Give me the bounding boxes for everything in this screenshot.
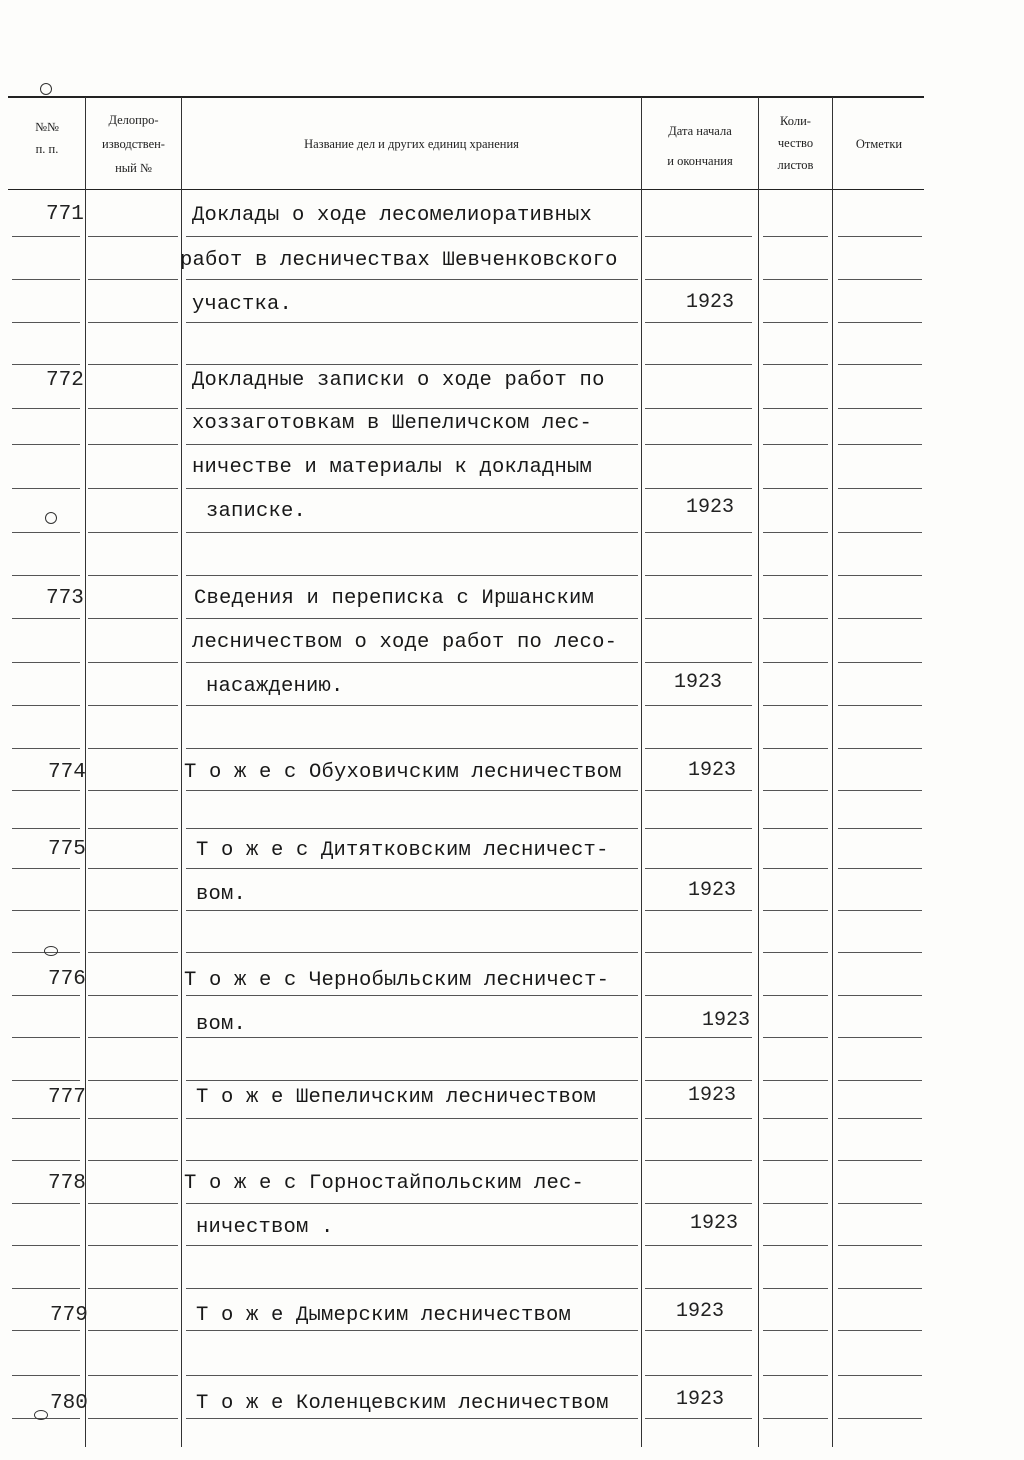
ruled-line: [186, 868, 638, 869]
header-text: Делопро-: [108, 113, 159, 127]
ruled-line: [645, 444, 752, 445]
ruled-line: [12, 1330, 80, 1331]
ruled-line: [763, 1375, 828, 1376]
header-text: изводствен-: [102, 137, 165, 151]
ruled-line: [838, 575, 922, 576]
header-text: и окончания: [667, 154, 733, 168]
ruled-line: [838, 1080, 922, 1081]
ruled-line: [838, 868, 922, 869]
ruled-line: [88, 910, 178, 911]
ruled-line: [186, 618, 638, 619]
ruled-line: [763, 322, 828, 323]
header-text: п. п.: [35, 142, 59, 156]
ruled-line: [186, 1375, 638, 1376]
ruled-line: [12, 1080, 80, 1081]
header-text: Дата начала: [668, 124, 732, 138]
ruled-line: [88, 705, 178, 706]
ruled-line: [88, 364, 178, 365]
binder-hole-icon: [44, 946, 58, 956]
ruled-line: [186, 444, 638, 445]
ruled-line: [838, 662, 922, 663]
ruled-line: [186, 662, 638, 663]
ruled-line: [645, 1080, 752, 1081]
ruled-line: [763, 868, 828, 869]
entry-date: 1923: [674, 671, 723, 694]
ruled-line: [88, 488, 178, 489]
entry-title-line: ничестве и материалы к докладным: [192, 456, 593, 479]
ruled-line: [763, 910, 828, 911]
column-divider: [758, 97, 759, 1447]
ruled-line: [838, 1118, 922, 1119]
ruled-line: [763, 1203, 828, 1204]
ruled-line: [838, 790, 922, 791]
ruled-line: [88, 748, 178, 749]
ruled-line: [838, 1375, 922, 1376]
ruled-line: [763, 488, 828, 489]
entry-date: 1923: [688, 1084, 737, 1107]
header-col-notes: Отметки: [855, 137, 903, 151]
header-text: ный №: [115, 161, 152, 175]
entry-title-line: насаждению.: [206, 675, 344, 698]
ruled-line: [838, 1418, 922, 1419]
ruled-line: [88, 868, 178, 869]
ruled-line: [12, 236, 80, 237]
ruled-line: [88, 1245, 178, 1246]
ruled-line: [88, 995, 178, 996]
ruled-line: [88, 236, 178, 237]
ruled-line: [763, 995, 828, 996]
ruled-line: [763, 790, 828, 791]
entry-number: 774: [48, 761, 86, 784]
entry-title-line: участка.: [192, 293, 293, 316]
ruled-line: [12, 1288, 80, 1289]
ruled-line: [645, 1118, 752, 1119]
ruled-line: [186, 532, 638, 533]
ruled-line: [763, 1245, 828, 1246]
ruled-line: [12, 322, 80, 323]
ruled-line: [763, 1418, 828, 1419]
entry-date: 1923: [688, 879, 737, 902]
ruled-line: [186, 705, 638, 706]
ruled-line: [12, 1160, 80, 1161]
ruled-line: [186, 828, 638, 829]
entry-title-line: работ в лесничествах Шевченковского: [180, 249, 618, 272]
entry-number: 773: [46, 587, 84, 610]
ruled-line: [838, 236, 922, 237]
ruled-line: [763, 575, 828, 576]
ruled-line: [88, 1080, 178, 1081]
ruled-line: [645, 532, 752, 533]
ruled-line: [763, 1160, 828, 1161]
ruled-line: [645, 1160, 752, 1161]
ruled-line: [763, 444, 828, 445]
ruled-line: [186, 279, 638, 280]
ruled-line: [88, 790, 178, 791]
ruled-line: [12, 662, 80, 663]
ruled-line: [186, 1245, 638, 1246]
ruled-line: [838, 444, 922, 445]
header-bottom-rule: [8, 189, 924, 190]
ruled-line: [645, 1418, 752, 1419]
entry-title-line: хоззаготовкам в Шепеличском лес-: [192, 412, 593, 435]
binder-hole-icon: [40, 83, 52, 95]
entry-number: 777: [48, 1086, 86, 1109]
entry-title-line: Т о ж е с Чернобыльским лесничест-: [184, 969, 610, 992]
ruled-line: [645, 488, 752, 489]
ruled-line: [186, 1080, 638, 1081]
ruled-line: [763, 1037, 828, 1038]
entry-date: 1923: [686, 496, 735, 519]
ruled-line: [186, 575, 638, 576]
ruled-line: [186, 1203, 638, 1204]
header-col-num: [10, 116, 84, 160]
ruled-line: [12, 1203, 80, 1204]
entry-date: 1923: [676, 1300, 725, 1323]
ruled-line: [838, 1160, 922, 1161]
column-divider: [181, 97, 182, 1447]
entry-title-line: Т о ж е Дымерским лесничеством: [196, 1304, 572, 1327]
ruled-line: [12, 995, 80, 996]
entry-date: 1923: [690, 1212, 739, 1235]
ruled-line: [186, 995, 638, 996]
ruled-line: [186, 952, 638, 953]
ruled-line: [763, 364, 828, 365]
entry-title-line: Т о ж е Шепеличским лесничеством: [196, 1086, 597, 1109]
header-col-date: [642, 116, 758, 176]
ruled-line: [186, 790, 638, 791]
entry-date: 1923: [676, 1388, 725, 1411]
ruled-line: [186, 488, 638, 489]
ruled-line: [838, 952, 922, 953]
ruled-line: [186, 408, 638, 409]
entry-number: 776: [48, 968, 86, 991]
ruled-line: [645, 408, 752, 409]
ruled-line: [763, 236, 828, 237]
ruled-line: [88, 575, 178, 576]
ruled-line: [838, 488, 922, 489]
ruled-line: [763, 748, 828, 749]
ruled-line: [645, 236, 752, 237]
ruled-line: [645, 1245, 752, 1246]
ruled-line: [763, 828, 828, 829]
ruled-line: [763, 952, 828, 953]
ruled-line: [88, 662, 178, 663]
entry-title-line: вом.: [196, 1013, 247, 1036]
ruled-line: [645, 995, 752, 996]
entry-title-line: лесничеством о ходе работ по лесо-: [192, 631, 618, 654]
ruled-line: [763, 408, 828, 409]
ruled-line: [12, 828, 80, 829]
ruled-line: [186, 364, 638, 365]
ruled-line: [838, 748, 922, 749]
header-top-rule: [8, 96, 924, 98]
entry-number: 771: [46, 203, 84, 226]
entry-title-line: вом.: [196, 883, 247, 906]
ruled-line: [645, 952, 752, 953]
ruled-line: [12, 1375, 80, 1376]
ruled-line: [88, 1160, 178, 1161]
ruled-line: [838, 1330, 922, 1331]
ruled-line: [88, 444, 178, 445]
ruled-line: [186, 910, 638, 911]
entry-title-line: Сведения и переписка с Иршанским: [194, 587, 595, 610]
ruled-line: [645, 790, 752, 791]
ruled-line: [838, 910, 922, 911]
entry-title-line: Докладные записки о ходе работ по: [192, 369, 605, 392]
ruled-line: [88, 828, 178, 829]
ruled-line: [645, 748, 752, 749]
header-text: листов: [777, 158, 814, 172]
ruled-line: [88, 618, 178, 619]
ruled-line: [763, 279, 828, 280]
ruled-line: [88, 408, 178, 409]
ruled-line: [88, 1037, 178, 1038]
ruled-line: [88, 279, 178, 280]
header-col-title: Название дел и других единиц хранения: [304, 137, 519, 151]
entry-number: 780: [50, 1392, 88, 1415]
ruled-line: [186, 322, 638, 323]
ruled-line: [186, 1160, 638, 1161]
ruled-line: [88, 1418, 178, 1419]
ruled-line: [186, 1288, 638, 1289]
ruled-line: [88, 1375, 178, 1376]
binder-hole-icon: [45, 512, 57, 524]
ruled-line: [763, 1288, 828, 1289]
ruled-line: [88, 952, 178, 953]
entry-title-line: записке.: [206, 500, 307, 523]
entry-title-line: Т о ж е с Дитятковским лесничест-: [196, 839, 609, 862]
ruled-line: [12, 1037, 80, 1038]
entry-number: 778: [48, 1172, 86, 1195]
ruled-line: [12, 1245, 80, 1246]
column-divider: [832, 97, 833, 1447]
ruled-line: [88, 322, 178, 323]
ruled-line: [838, 532, 922, 533]
entry-number: 772: [46, 369, 84, 392]
entry-date: 1923: [688, 759, 737, 782]
ruled-line: [838, 1288, 922, 1289]
ruled-line: [12, 748, 80, 749]
ruled-line: [186, 1118, 638, 1119]
ruled-line: [838, 408, 922, 409]
ruled-line: [88, 1330, 178, 1331]
ruled-line: [88, 1118, 178, 1119]
ruled-line: [763, 618, 828, 619]
entry-title-line: ничеством .: [196, 1216, 334, 1239]
ruled-line: [838, 995, 922, 996]
ruled-line: [12, 444, 80, 445]
ruled-line: [838, 364, 922, 365]
ruled-line: [645, 279, 752, 280]
ruled-line: [838, 1203, 922, 1204]
ruled-line: [186, 748, 638, 749]
ruled-line: [763, 662, 828, 663]
entry-title-line: Т о ж е с Обуховичским лесничеством: [184, 761, 622, 784]
ruled-line: [838, 705, 922, 706]
ruled-line: [763, 1080, 828, 1081]
ruled-line: [645, 618, 752, 619]
column-divider: [641, 97, 642, 1447]
ruled-line: [88, 1203, 178, 1204]
entry-title-line: Доклады о ходе лесомелиоративных: [192, 204, 593, 227]
ruled-line: [12, 364, 80, 365]
header-col-count: [759, 110, 832, 176]
binder-hole-icon: [34, 1410, 48, 1420]
ruled-line: [12, 868, 80, 869]
entry-date: 1923: [686, 291, 735, 314]
ruled-line: [763, 1118, 828, 1119]
entry-title-line: Т о ж е Коленцевским лесничеством: [196, 1392, 609, 1415]
ruled-line: [645, 364, 752, 365]
ruled-line: [645, 575, 752, 576]
ruled-line: [12, 575, 80, 576]
ruled-line: [12, 279, 80, 280]
ruled-line: [645, 1037, 752, 1038]
header-text: Коли-: [780, 114, 811, 128]
ruled-line: [645, 910, 752, 911]
header-text: чество: [777, 136, 814, 150]
entry-number: 779: [50, 1304, 88, 1327]
header-text: №№: [35, 120, 59, 134]
ruled-line: [645, 662, 752, 663]
ruled-line: [88, 532, 178, 533]
ruled-line: [12, 532, 80, 533]
ruled-line: [763, 1330, 828, 1331]
ruled-line: [645, 1288, 752, 1289]
ruled-line: [12, 488, 80, 489]
ruled-line: [838, 828, 922, 829]
ruled-line: [763, 532, 828, 533]
ruled-line: [186, 1330, 638, 1331]
ruled-line: [838, 1037, 922, 1038]
ruled-line: [12, 910, 80, 911]
ruled-line: [186, 1418, 638, 1419]
entry-number: 775: [48, 838, 86, 861]
ruled-line: [186, 1037, 638, 1038]
ruled-line: [645, 322, 752, 323]
ruled-line: [645, 828, 752, 829]
ruled-line: [645, 705, 752, 706]
ruled-line: [838, 618, 922, 619]
ruled-line: [12, 618, 80, 619]
ruled-line: [12, 408, 80, 409]
entry-date: 1923: [702, 1009, 751, 1032]
entry-title-line: Т о ж е с Горностайпольским лес-: [184, 1172, 585, 1195]
ruled-line: [645, 1330, 752, 1331]
ruled-line: [763, 705, 828, 706]
ruled-line: [645, 1203, 752, 1204]
ruled-line: [12, 1118, 80, 1119]
ruled-line: [645, 1375, 752, 1376]
header-col-office: [86, 108, 181, 180]
ruled-line: [186, 236, 638, 237]
ruled-line: [838, 279, 922, 280]
ruled-line: [12, 705, 80, 706]
ruled-line: [12, 790, 80, 791]
ruled-line: [645, 868, 752, 869]
ruled-line: [838, 1245, 922, 1246]
ruled-line: [88, 1288, 178, 1289]
ruled-line: [838, 322, 922, 323]
